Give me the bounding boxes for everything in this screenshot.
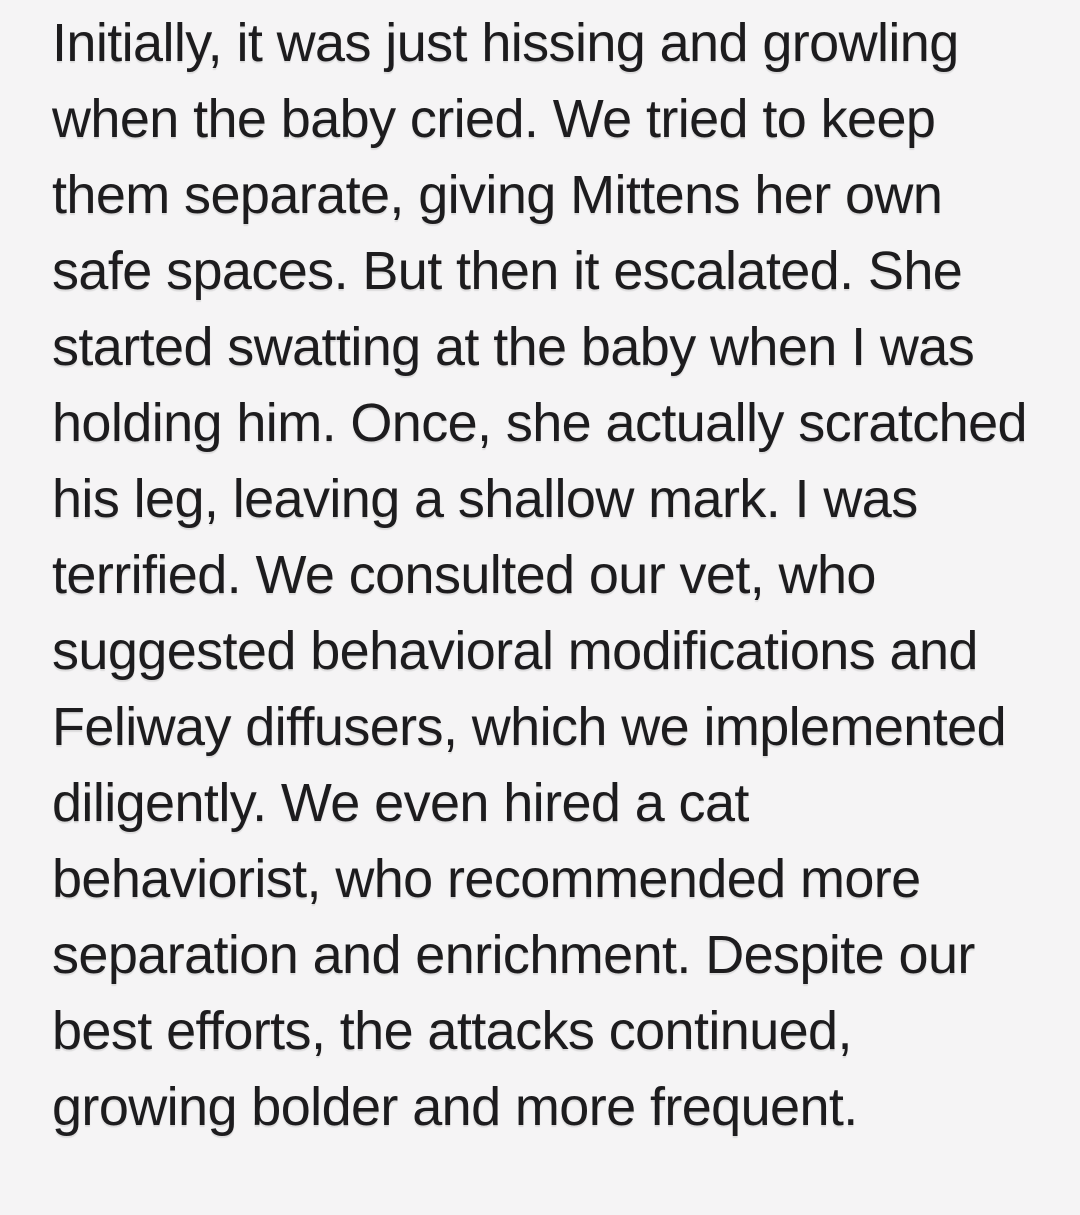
paragraph-line: holding him. Once, she actually scratched — [52, 393, 1027, 453]
paragraph-line: them separate, giving Mittens her own — [52, 165, 943, 225]
paragraph-line: growing bolder and more frequent. — [52, 1077, 858, 1137]
paragraph-line: separation and enrichment. Despite our — [52, 925, 975, 985]
paragraph-line: when the baby cried. We tried to keep — [52, 89, 936, 149]
paragraph-line: diligently. We even hired a cat — [52, 773, 749, 833]
paragraph-line: best efforts, the attacks continued, — [52, 1001, 852, 1061]
paragraph-line: Feliway diffusers, which we implemented — [52, 697, 1007, 757]
paragraph-line: terrified. We consulted our vet, who — [52, 545, 876, 605]
paragraph-line: behaviorist, who recommended more — [52, 849, 921, 909]
paragraph-line: suggested behavioral modifications and — [52, 621, 978, 681]
paragraph-line: Initially, it was just hissing and growling — [52, 13, 959, 73]
paragraph-line: safe spaces. But then it escalated. She — [52, 241, 963, 301]
paragraph-line: his leg, leaving a shallow mark. I was — [52, 469, 918, 529]
paragraph-line: started swatting at the baby when I was — [52, 317, 975, 377]
